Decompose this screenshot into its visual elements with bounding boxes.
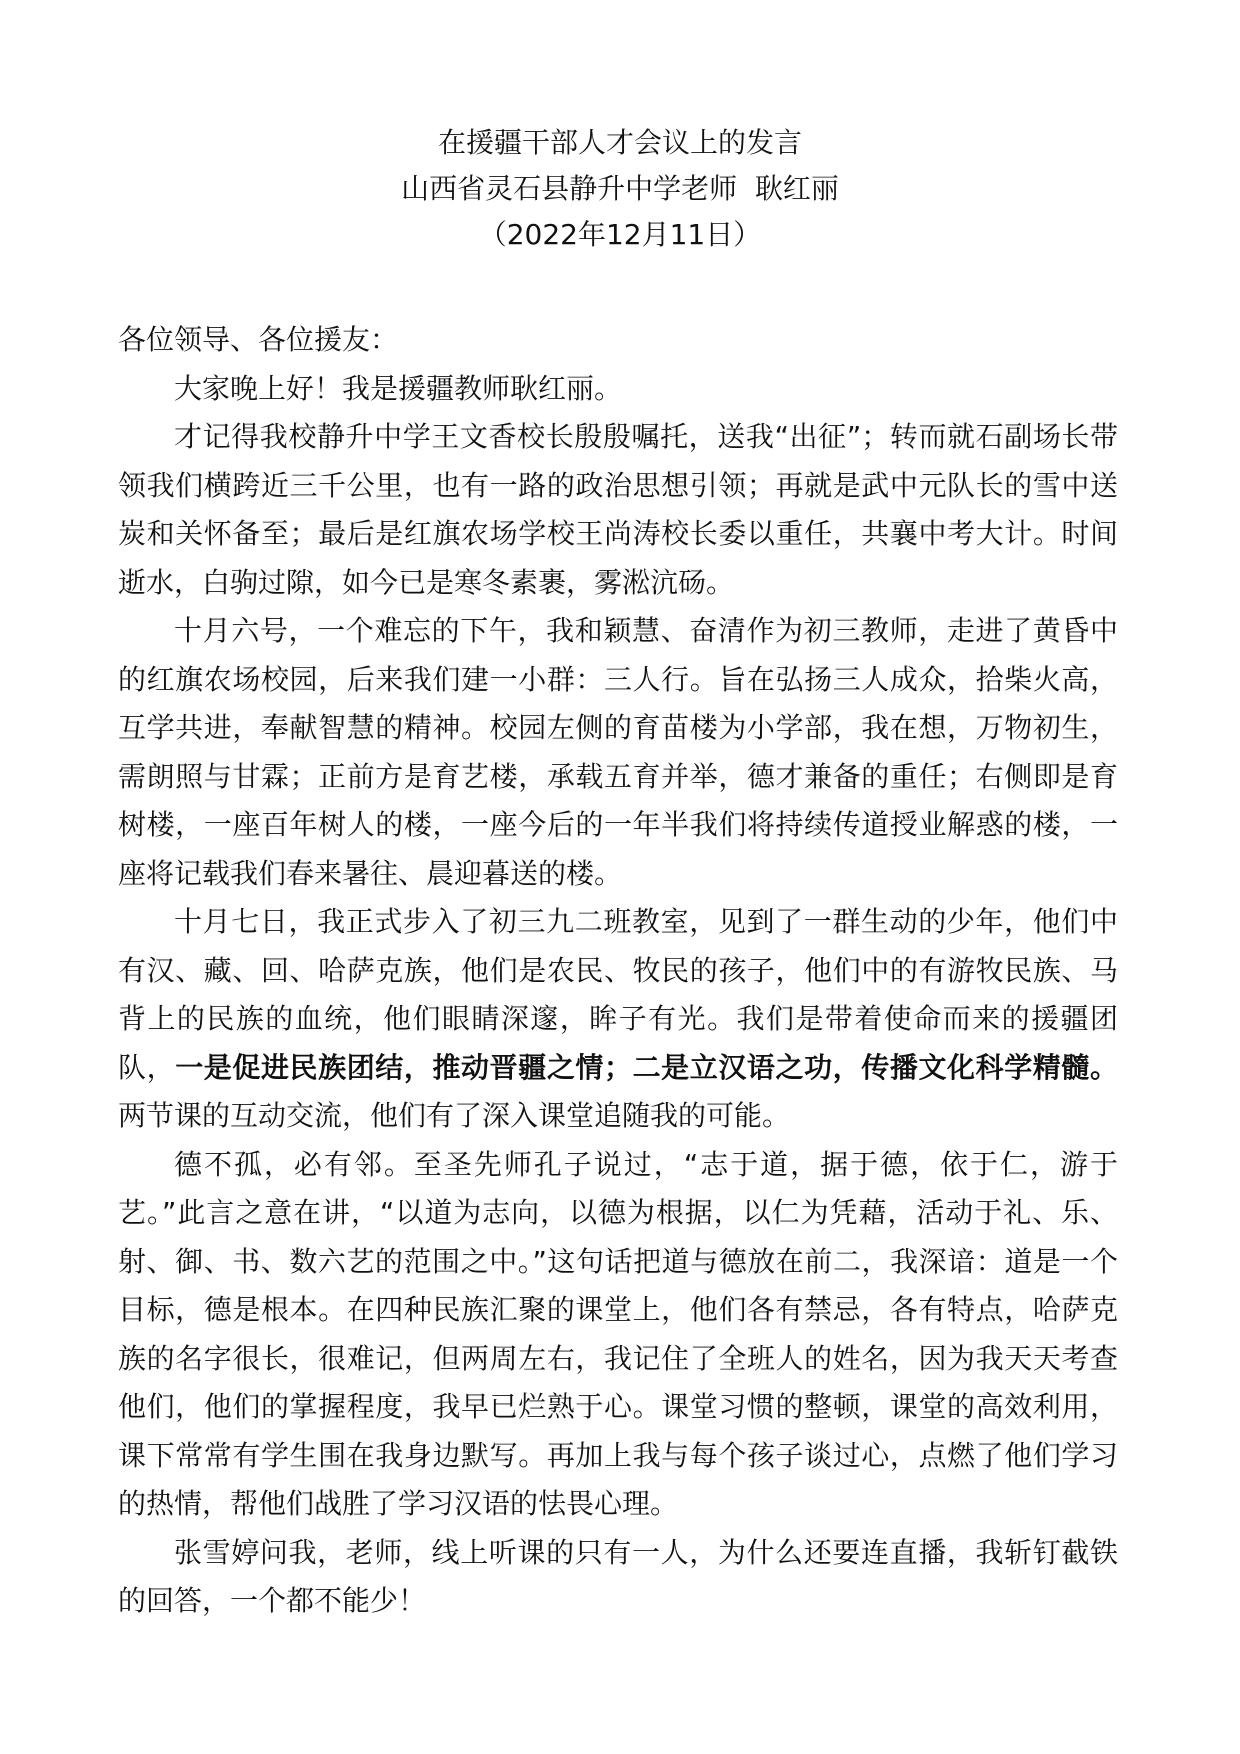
paragraph-4: [118, 898, 1118, 1141]
salutation: 各位领导、各位援友：: [118, 323, 399, 356]
date-line: （2022年12月11日）: [478, 218, 762, 251]
paragraph-2: 才记得我校静升中学王文香校长殷殷嘱托，送我“出征”；转而就石副场长带领我们横跨近三千公里，也有一路的政治思想引领；再就是武中元队长的雪中送炭和关怀备至；最后是红旗农场学校王尚涛校长委以重任，共襄中考大计。时间逝水，白驹过隙，如今已是寒冬素裹，雾淞沆砀。: [118, 420, 1118, 599]
paragraph-1: 大家晚上好！我是援疆教师耿红丽。: [174, 371, 623, 405]
paragraph-4-bold-text: 一是促进民族团结，推动晋疆之情；二是立汉语之功，传播文化科学精髓。: [175, 1050, 1118, 1084]
paragraph-4-text-b: 两节课的互动交流，他们有了深入课堂追随我的可能。: [118, 1099, 791, 1132]
document-body: [118, 316, 1118, 1626]
paragraph-4-text-a: 十月七日，我正式步入了初三九二班教室，见到了一群生动的少年，他们中有汉、藏、回、哈萨克族，他们是农民、牧民的孩子，他们中的有游牧民族、马背上的民族的血统，他们眼睛深邃，眸子有光。我们是带着使命而来的援疆团队，: [118, 905, 1118, 1084]
paragraph-6: 张雪婷问我，老师，线上听课的只有一人，为什么还要连直播，我斩钉截铁的回答，一个都不能少！: [118, 1535, 1118, 1617]
paragraph-3: 十月六号，一个难忘的下午，我和颖慧、奋清作为初三教师，走进了黄昏中的红旗农场校园，后来我们建一小群：三人行。旨在弘扬三人成众，拾柴火高，互学共进，奉献智慧的精神。校园左侧的育苗楼为小学部，我在想，万物初生，需朗照与甘霖；正前方是育艺楼，承载五育并举，德才兼备的重任；右侧即是育树楼，一座百年树人的楼，一座今后的一年半我们将持续传道授业解惑的楼，一座将记载我们春来暑往、晨迎暮送的楼。: [118, 614, 1118, 890]
speaker-line: 山西省灵石县静升中学老师 耿红丽: [401, 172, 839, 205]
paragraph-5: 德不孤，必有邻。至圣先师孔子说过，“志于道，据于德，依于仁，游于艺。”此言之意在讲，“以道为志向，以德为根据，以仁为凭藉，活动于礼、乐、射、御、书、数六艺的范围之中。”这句话把道与德放在前二，我深谙：道是一个目标，德是根本。在四种民族汇聚的课堂上，他们各有禁忌，各有特点，哈萨克族的名字很长，很难记，但两周左右，我记住了全班人的姓名，因为我天天考查他们，他们的掌握程度，我早已烂熟于心。课堂习惯的整顿，课堂的高效利用，课下常常有学生围在我身边默写。再加上我与每个孩子谈过心，点燃了他们学习的热情，帮他们战胜了学习汉语的怯畏心理。: [118, 1147, 1118, 1520]
document-header: [0, 120, 1240, 258]
document-title: 在援疆干部人才会议上的发言: [437, 126, 802, 159]
